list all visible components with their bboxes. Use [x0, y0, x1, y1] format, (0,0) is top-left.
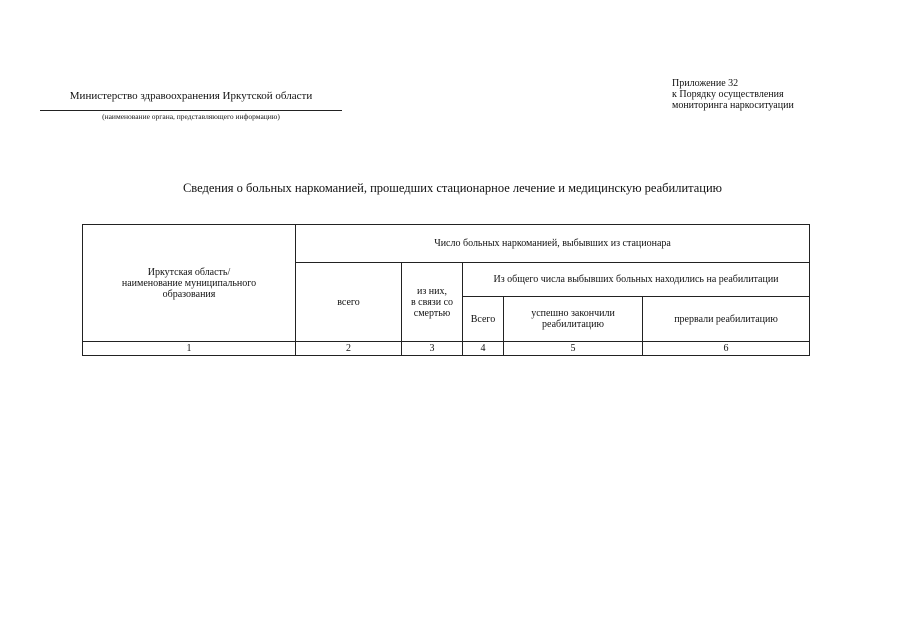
column-number: 4 — [463, 342, 504, 356]
header-rehab-total: Всего — [463, 297, 504, 342]
column-number: 6 — [643, 342, 810, 356]
header-region: Иркутская область/ наименование муниципального образования — [83, 225, 296, 342]
report-table — [82, 224, 810, 356]
organization-underline — [40, 110, 342, 111]
organization-name: Министерство здравоохранения Иркутской области — [69, 90, 313, 102]
appendix-line: мониторинга наркоситуации — [672, 100, 794, 111]
appendix-line: Приложение 32 — [672, 78, 739, 89]
appendix-note — [672, 78, 822, 111]
organization-caption: (наименование органа, представляющего информацию) — [102, 112, 280, 121]
column-number: 1 — [83, 342, 296, 356]
column-number: 3 — [402, 342, 463, 356]
header-discharged-group: Число больных наркоманией, выбывших из стационара — [296, 225, 810, 263]
header-total: всего — [296, 263, 402, 342]
header-interrupted: прервали реабилитацию — [643, 297, 810, 342]
header-completed: успешно закончили реабилитацию — [504, 297, 643, 342]
column-number: 2 — [296, 342, 402, 356]
document-title: Сведения о больных наркоманией, прошедших стационарное лечение и медицинскую реабилитацию — [182, 181, 723, 195]
column-number: 5 — [504, 342, 643, 356]
header-rehab-group: Из общего числа выбывших больных находились на реабилитации — [463, 263, 810, 297]
table-header-row — [83, 225, 810, 263]
header-deaths: из них, в связи со смертью — [402, 263, 463, 342]
table-row — [83, 342, 810, 356]
appendix-line: к Порядку осуществления — [672, 89, 784, 100]
